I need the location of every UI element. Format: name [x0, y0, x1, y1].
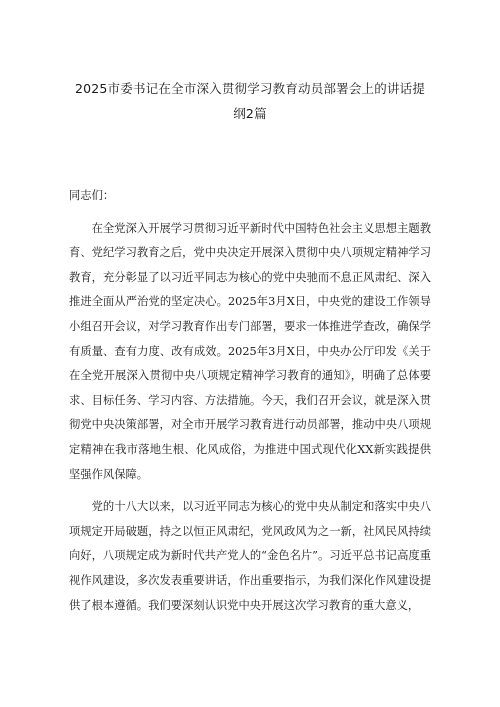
- document-body: [69, 184, 431, 626]
- body-paragraph-2: 党的十八大以来，以习近平同志为核心的党中央从制定和落实中央八项规定开局破题，持之以恒正风肃纪，党风政风为之一新，社风民风持续向好，八项规定成为新时代共产党人的“金色名片”。习近平总书记高度重视作风建设，多次发表重要讲话，作出重要指示，为我们深化作风建设提供了根本遵循。我们要深刻认识党中央开展这次学习教育的重大意义，: [69, 500, 431, 612]
- body-paragraph-1: 在全党深入开展学习贯彻习近平新时代中国特色社会主义思想主题教育、党纪学习教育之后，党中央决定开展深入贯彻中央八项规定精神学习教育，充分彰显了以习近平同志为核心的党中央驰而不息正风肃纪、深入推进全面从严治党的坚定决心。2025年3月X日，中央党的建设工作领导小组召开会议，对学习教育作出专门部署，要求一体推进学查改，确保学有质量、查有力度、改有成效。2025年3月X日，中央办公厅印发《关于在全党开展深入贯彻中央八项规定精神学习教育的通知》，明确了总体要求、目标任务、学习内容、方法措施。今天，我们召开会议，就是深入贯彻党中央决策部署，对全市开展学习教育进行动员部署，推动中央八项规定精神在我市落地生根、化风成俗，为推进中国式现代化XX新实践提供坚强作风保障。: [69, 221, 431, 481]
- salutation: 同志们：: [69, 189, 115, 202]
- document-title: 2025市委书记在全市深入贯彻学习教育动员部署会上的讲话提纲2篇: [74, 81, 426, 121]
